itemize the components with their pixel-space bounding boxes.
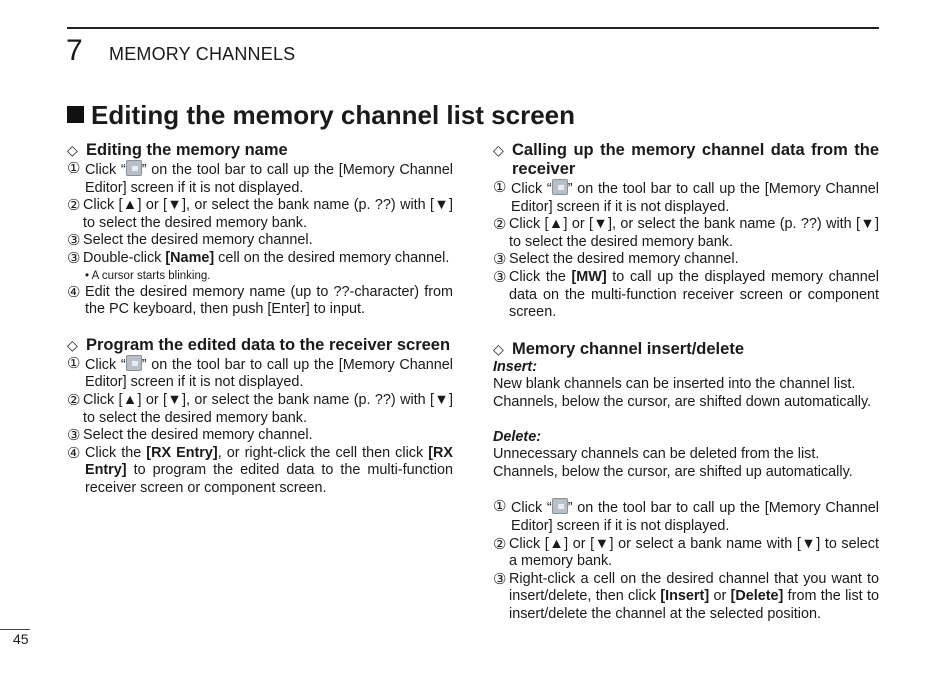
step: ④ Edit the desired memory name (up to ??-character) from the PC keyboard, then push [Enter] to input. xyxy=(67,283,453,318)
step: ③ Select the desired memory channel. xyxy=(67,427,313,445)
memory-editor-icon xyxy=(126,160,142,176)
header-rule xyxy=(67,27,879,29)
step: ② Click [▲] or [▼], or select the bank name (p. ??) with [▼] to select the desired memory bank. xyxy=(67,197,453,231)
step: ③ Click the [MW] to call up the displayed memory channel data on the multi-function receiver screen or component screen. xyxy=(493,268,879,321)
step: ③ Right-click a cell on the desired channel that you want to insert/delete, then click [Insert] or [Delete] from the list to insert/delete the channel at the selected position. xyxy=(493,570,879,622)
left-column xyxy=(67,141,453,498)
chapter-number: 7 xyxy=(66,34,83,67)
insert-label: Insert: xyxy=(493,358,537,375)
page-number: 45 xyxy=(13,631,29,647)
delete-label: Delete: xyxy=(493,428,541,445)
step: ③ Double-click [Name] cell on the desired memory channel. xyxy=(67,249,450,267)
memory-editor-icon xyxy=(552,498,568,514)
insert-description: Channels, below the cursor, are shifted down automatically. xyxy=(493,393,872,410)
step-note: • A cursor starts blinking. xyxy=(85,269,211,282)
step: ① Click “ ” on the tool bar to call up the [Memory Channel Editor] screen if it is not displayed. xyxy=(67,354,453,391)
step: ② Click [▲] or [▼], or select the bank name (p. ??) with [▼] to select the desired memory bank. xyxy=(493,216,879,250)
memory-editor-icon xyxy=(552,179,568,195)
step: ③ Select the desired memory channel. xyxy=(493,251,739,269)
square-bullet-icon xyxy=(67,106,84,123)
step: ④ Click the [RX Entry], or right-click the cell then click [RX Entry] to program the edited data to the multi-function receiver screen or component screen. xyxy=(67,444,454,496)
chapter-title: MEMORY CHANNELS xyxy=(109,44,296,64)
section-title: Editing the memory channel list screen xyxy=(67,99,575,131)
subsection-heading: ◇ Program the edited data to the receiver screen xyxy=(67,335,451,354)
step: ② Click [▲] or [▼], or select the bank name (p. ??) with [▼] to select the desired memory bank. xyxy=(67,391,453,426)
subsection-heading: ◇ Editing the memory name xyxy=(67,141,288,159)
diamond-icon: ◇ xyxy=(493,340,504,357)
step: ① Click “ ” on the tool bar to call up the [Memory Channel Editor] screen if it is not displayed. xyxy=(493,498,879,534)
delete-description: Unnecessary channels can be deleted from the list. xyxy=(493,446,820,463)
footer-rule xyxy=(0,629,30,630)
delete-description: Channels, below the cursor, are shifted up automatically. xyxy=(493,463,853,480)
subsection-heading: ◇ Memory channel insert/delete xyxy=(493,339,744,358)
insert-description: New blank channels can be inserted into the channel list. xyxy=(493,376,856,393)
diamond-icon: ◇ xyxy=(67,336,78,353)
step: ② Click [▲] or [▼] or select a bank name with [▼] to select a memory bank. xyxy=(493,535,879,570)
memory-editor-icon xyxy=(126,355,142,371)
step: ③ Select the desired memory channel. xyxy=(67,232,313,250)
diamond-icon: ◇ xyxy=(493,142,504,158)
subsection-heading: ◇ Calling up the memory channel data from the receiver xyxy=(493,141,879,178)
step: ① Click “ ” on the tool bar to call up the [Memory Channel Editor] screen if it is not displayed. xyxy=(493,179,879,215)
step: ① Click “ ” on the tool bar to call up the [Memory Channel Editor] screen if it is not displayed. xyxy=(67,160,453,196)
diamond-icon: ◇ xyxy=(67,142,78,158)
right-column xyxy=(493,141,879,623)
